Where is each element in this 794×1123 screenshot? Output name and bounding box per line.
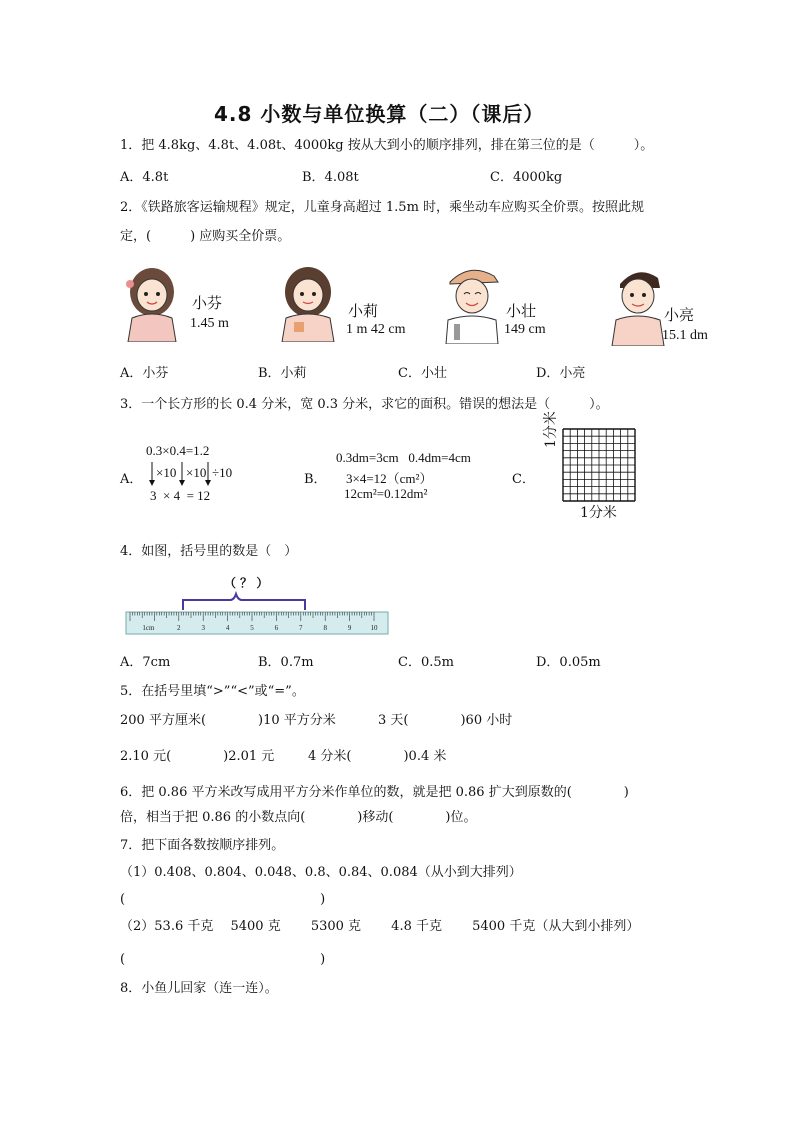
- q3-a-times10-2: ×10: [186, 465, 207, 480]
- question-2-stem-line2: 定，( ) 应购买全价票。: [120, 229, 291, 244]
- q2-option-d: D．小亮: [536, 366, 586, 381]
- ruler-label: 1cm: [142, 624, 155, 632]
- q1-option-a: A．4.8t: [120, 170, 169, 185]
- q5-item-4: 4 分米( )0.4 米: [308, 749, 447, 764]
- kid-name: 小莉: [348, 302, 379, 320]
- kid-name: 小亮: [664, 306, 695, 324]
- ruler-label: 8: [323, 624, 327, 632]
- ruler-label: 10: [370, 624, 378, 632]
- kid-xiaofen: [118, 262, 258, 342]
- q3-a-equation-top: 0.3×0.4=1.2: [146, 443, 210, 458]
- question-8-stem: 8．小鱼儿回家（连一连）。: [120, 981, 278, 996]
- q3-c-bottom-label: 1分米: [580, 505, 617, 521]
- page-title: 4.8 小数与单位换算（二）（课后）: [214, 102, 545, 126]
- kid-height: 149 cm: [504, 322, 546, 337]
- kid-xiaoliang: [610, 262, 750, 346]
- q2-option-b: B．小莉: [258, 366, 307, 381]
- kid-name: 小壮: [506, 302, 537, 320]
- ruler-label: 6: [274, 624, 279, 632]
- q3-b-line1: 0.3dm=3cm 0.4dm=4cm: [336, 450, 471, 465]
- ruler-label: 2: [177, 624, 181, 632]
- q3-a-times10-1: ×10: [156, 465, 177, 480]
- question-5-stem: 5．在括号里填“>”“<”或“=”。: [120, 684, 305, 699]
- girl-illustration-icon: [118, 262, 188, 342]
- question-6-line2: 倍，相当于把 0.86 的小数点向( )移动( )位。: [120, 810, 477, 825]
- q7-blank2[interactable]: ( ): [120, 952, 326, 967]
- q5-item-2: 3 天( )60 小时: [378, 713, 513, 728]
- q3-c-side-label: 1分米: [543, 411, 559, 448]
- ruler-label: 3: [201, 624, 205, 632]
- q3-option-c-label: C．: [512, 472, 535, 487]
- question-6-line1: 6．把 0.86 平方米改写成用平方分米作单位的数，就是把 0.86 扩大到原数的( ): [120, 785, 629, 800]
- q4-option-c: C．0.5m: [398, 655, 454, 670]
- question-4-stem: 4．如图，括号里的数是（ ）: [120, 544, 298, 559]
- kid-name: 小芬: [192, 294, 223, 312]
- boy-illustration-icon: [610, 262, 668, 346]
- q2-option-a: A．小芬: [120, 366, 169, 381]
- kid-xiaoli: [272, 262, 432, 342]
- kid-height: 15.1 dm: [662, 328, 708, 343]
- ruler-label: 4: [225, 624, 230, 632]
- ruler-label: 5: [250, 624, 254, 632]
- q3-option-a-label: A．: [120, 472, 143, 487]
- q2-option-c: C．小壮: [398, 366, 447, 381]
- ruler-label: 7: [299, 624, 303, 632]
- ruler-bracket-label: （ ？ ）: [224, 576, 269, 590]
- q4-option-d: D．0.05m: [536, 655, 601, 670]
- q3-a-divide10: ÷10: [212, 465, 233, 480]
- curly-bracket: [183, 594, 305, 610]
- hundred-grid: [562, 428, 636, 502]
- question-3-stem: 3．一个长方形的长 0.4 分米，宽 0.3 分米，求它的面积。错误的想法是（ ）。: [120, 397, 609, 412]
- q3-option-b-label: B．: [304, 472, 327, 487]
- q5-item-3: 2.10 元( )2.01 元: [120, 749, 275, 764]
- q1-option-b: B．4.08t: [302, 170, 359, 185]
- q4-option-b: B．0.7m: [258, 655, 314, 670]
- q1-option-c: C．4000kg: [490, 170, 563, 185]
- q5-item-1: 200 平方厘米( )10 平方分米: [120, 713, 336, 728]
- kid-height: 1 m 42 cm: [346, 322, 406, 337]
- ruler-figure: [124, 590, 392, 638]
- q7-sub2: （2）53.6 千克 5400 克 5300 克 4.8 千克 5400 千克（从大到小排列）: [120, 919, 640, 934]
- question-2-stem-line1: 2．《铁路旅客运输规程》规定，儿童身高超过 1.5m 时，乘坐动车应购买全价票。按照此规: [120, 200, 645, 215]
- q7-sub1: （1）0.408、0.804、0.048、0.8、0.84、0.084（从小到大排列）: [120, 865, 522, 880]
- q3-a-equation-bottom: 3 × 4 = 12: [150, 488, 211, 503]
- kid-xiaozhuang: [440, 262, 570, 344]
- q4-option-a: A．7cm: [120, 655, 171, 670]
- boy-illustration-icon: [440, 262, 504, 344]
- question-7-stem: 7．把下面各数按顺序排列。: [120, 838, 285, 853]
- q3-b-line2: 3×4=12（cm²）: [346, 471, 433, 486]
- q3-b-line3: 12cm²=0.12dm²: [344, 486, 428, 501]
- girl-illustration-icon: [272, 262, 344, 342]
- ruler-label: 9: [347, 624, 352, 632]
- kid-height: 1.45 m: [190, 316, 229, 331]
- q7-blank1[interactable]: ( ): [120, 892, 326, 907]
- question-1-stem: 1．把 4.8kg、4.8t、4.08t、4000kg 按从大到小的顺序排列，排在第三位的是（ ）。: [120, 138, 654, 153]
